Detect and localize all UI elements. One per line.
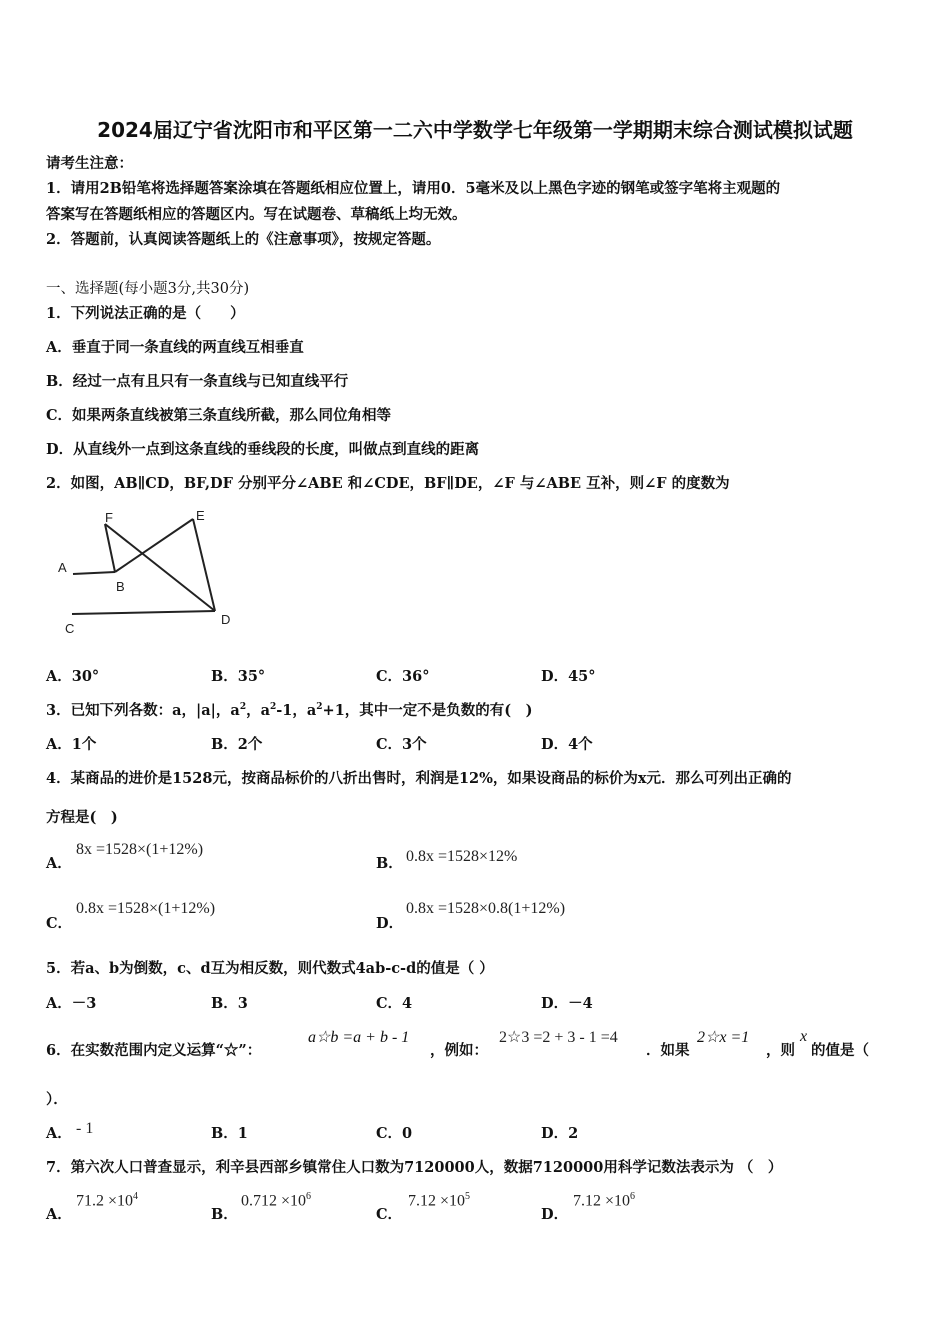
q6-variable: x xyxy=(800,1028,808,1045)
q3-option-d: D．4个 xyxy=(541,736,593,753)
q4-option-d-expr: 0.8x =1528×0.8(1+12%) xyxy=(406,900,566,917)
q6-then-label: ，则 xyxy=(766,1042,795,1059)
line-ab xyxy=(73,572,115,574)
q7-option-b-label: B． xyxy=(211,1206,238,1223)
q6-option-c: C．0 xyxy=(376,1125,413,1142)
q6-option-a-label: A． xyxy=(46,1125,72,1142)
q2-stem: 2．如图，AB∥CD，BF,DF 分别平分∠ABE 和∠CDE，BF∥DE，∠F 与∠ABE 互补，则∠F 的度数为 xyxy=(46,475,730,492)
q7-option-a-label: A． xyxy=(46,1206,72,1223)
page-title: 2024届辽宁省沈阳市和平区第一二六中学数学七年级第一学期期末综合测试模拟试题 xyxy=(97,118,853,142)
q6-definition: a☆b =a + b - 1 xyxy=(308,1029,410,1046)
section-heading: 一、选择题(每小题3分,共30分) xyxy=(46,281,250,297)
q6-condition: 2☆x =1 xyxy=(697,1029,750,1046)
label-d: D xyxy=(221,612,231,627)
q6-stem-prefix: 6．在实数范围内定义运算“☆”： xyxy=(46,1042,262,1059)
notice-line-1b: 答案写在答题纸相应的答题区内。写在试题卷、草稿纸上均无效。 xyxy=(46,206,467,223)
q5-option-c: C．4 xyxy=(376,995,413,1012)
q7-option-c-expr: $7.12 \times 10^5$ xyxy=(408,1191,471,1210)
q7-option-d-expr: $7.12 \times 10^6$ xyxy=(573,1191,636,1210)
label-e: E xyxy=(196,508,205,523)
line-cd xyxy=(72,611,215,614)
q7-stem: 7．第六次人口普查显示，利辛县西部乡镇常住人口数为7120000人，数据7120000用科学记数法表示为 （ ） xyxy=(46,1159,783,1176)
q1-stem: 1．下列说法正确的是（ ） xyxy=(46,305,245,322)
q5-option-a: A．－3 xyxy=(46,995,97,1012)
q4-stem-line-1: 4．某商品的进价是1528元，按商品标价的八折出售时，利润是12%，如果设商品的标价为x元．那么可列出正确的 xyxy=(46,770,792,787)
q4-option-b-expr: 0.8x =1528×12% xyxy=(406,848,518,865)
label-a: A xyxy=(58,560,67,575)
line-be xyxy=(115,519,193,572)
q3-option-c: C．3个 xyxy=(376,736,427,753)
label-c: C xyxy=(65,621,75,636)
q4-option-c-label: C． xyxy=(46,915,73,932)
notice-line-2: 2．答题前，认真阅读答题纸上的《注意事项》，按规定答题。 xyxy=(46,231,441,248)
q1-option-d: D．从直线外一点到这条直线的垂线段的长度，叫做点到直线的距离 xyxy=(46,441,480,458)
q6-option-a-value: - 1 xyxy=(76,1120,94,1137)
notice-line-1: 1．请用2B铅笔将选择题答案涂填在答题纸相应位置上，请用0．5毫米及以上黑色字迹的钢笔或签字笔将主观题的 xyxy=(46,180,781,197)
q3-option-a: A．1个 xyxy=(46,736,97,753)
q4-option-b-label: B． xyxy=(376,855,403,872)
q5-option-d: D．－4 xyxy=(541,995,593,1012)
q7-option-d-label: D． xyxy=(541,1206,569,1223)
q6-if-label: ．如果 xyxy=(646,1042,690,1059)
q2-option-c: C．36° xyxy=(376,668,430,685)
q5-option-b: B．3 xyxy=(211,995,248,1012)
q1-option-a: A．垂直于同一条直线的两直线互相垂直 xyxy=(46,339,304,356)
q4-option-d-label: D． xyxy=(376,915,404,932)
q2-option-a: A．30° xyxy=(46,668,100,685)
q5-stem: 5．若a、b为倒数，c、d互为相反数，则代数式4ab-c-d的值是（ ） xyxy=(46,960,494,977)
q6-example-label: ，例如： xyxy=(430,1042,488,1059)
q2-option-d: D．45° xyxy=(541,668,596,685)
q2-option-b: B．35° xyxy=(211,668,266,685)
q3-stem: 3．已知下列各数：a，|a|，$a^2$，$a^2-1$，$a^2+1$，其中一定不是负数的有( ) xyxy=(46,702,533,719)
q1-option-b: B．经过一点有且只有一条直线与已知直线平行 xyxy=(46,373,349,390)
notice-heading: 请考生注意： xyxy=(46,155,133,172)
q2-geometry-figure xyxy=(50,500,250,640)
q6-stem-tail: 的值是（ xyxy=(811,1042,869,1059)
q7-option-b-expr: $0.712 \times 10^6$ xyxy=(241,1191,312,1210)
q3-option-b: B．2个 xyxy=(211,736,263,753)
q7-option-a-expr: $71.2 \times 10^4$ xyxy=(76,1191,139,1210)
q4-option-c-expr: 0.8x =1528×(1+12%) xyxy=(76,900,216,917)
label-b: B xyxy=(116,579,125,594)
label-f: F xyxy=(105,510,113,525)
q6-option-b: B．1 xyxy=(211,1125,248,1142)
q6-example: 2☆3 =2 + 3 - 1 =4 xyxy=(499,1029,618,1046)
q7-option-c-label: C． xyxy=(376,1206,403,1223)
q4-option-a-label: A． xyxy=(46,855,72,872)
q6-stem-end: ）． xyxy=(46,1091,68,1108)
q6-option-d: D．2 xyxy=(541,1125,579,1142)
q4-stem-line-2: 方程是( ) xyxy=(46,809,118,826)
q4-option-a-expr: 8x =1528×(1+12%) xyxy=(76,841,204,858)
q1-option-c: C．如果两条直线被第三条直线所截，那么同位角相等 xyxy=(46,407,392,424)
